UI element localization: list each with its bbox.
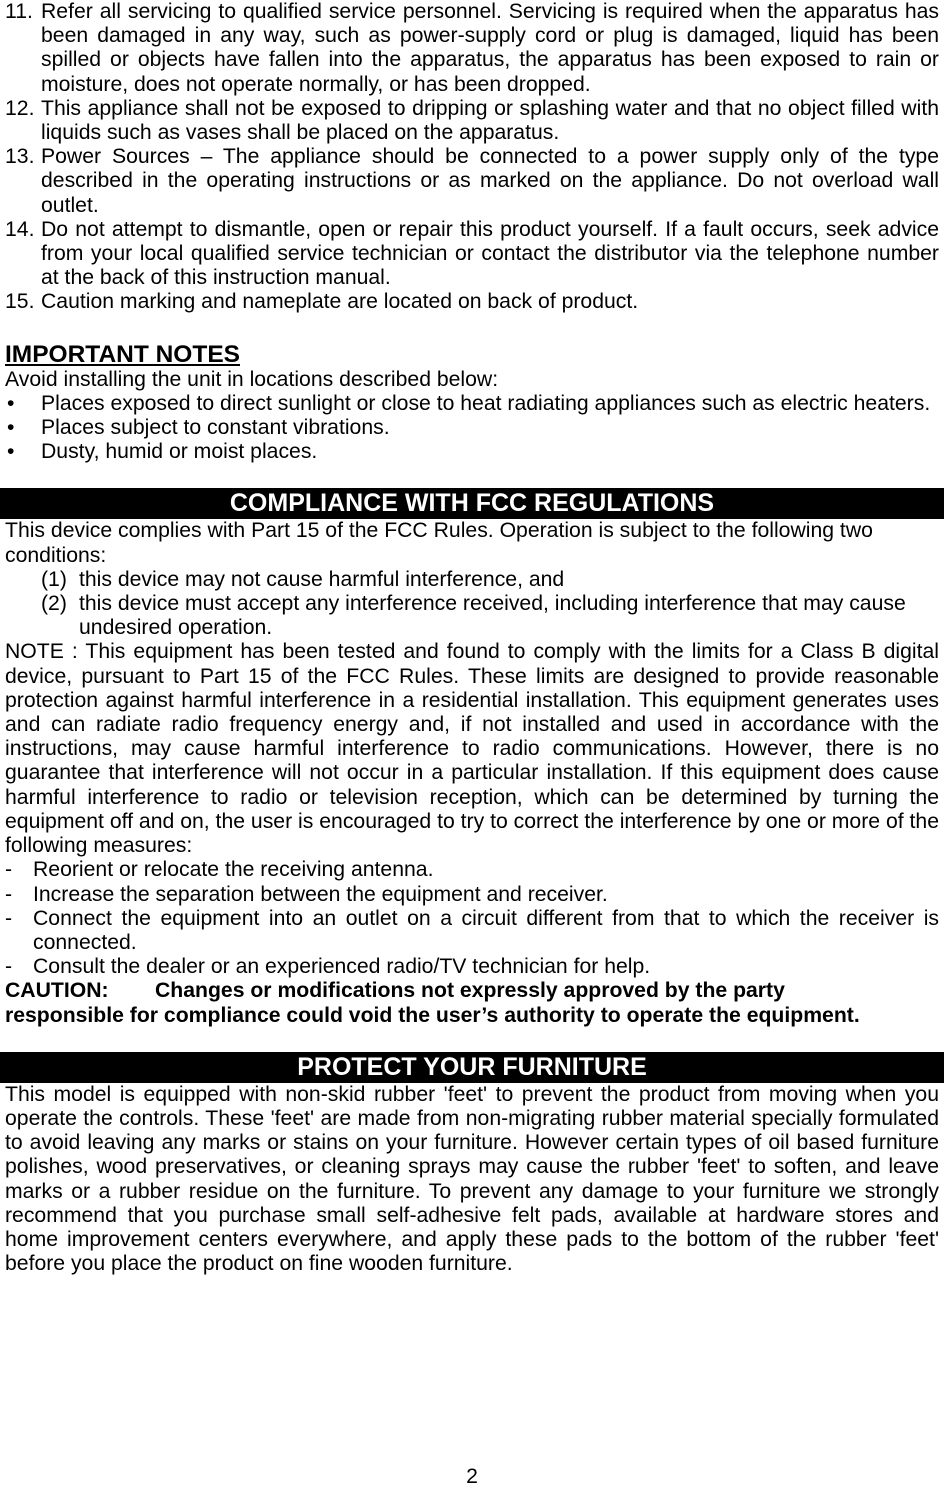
item-number: 15. <box>5 290 35 314</box>
measure-text: Increase the separation between the equipment and receiver. <box>33 882 608 906</box>
list-item <box>5 392 939 416</box>
furniture-text: This model is equipped with non-skid rubber 'feet' to prevent the product from moving when you operate the controls. These 'feet' are made from non-migrating rubber material specially formulated to avoid leaving any marks or stains on your furniture. However certain types of oil based furniture polishes, wood preservatives, or cleaning sprays may cause the rubber 'feet' to soften, and leave marks or a rubber residue on the furniture. To prevent any damage to your furniture we strongly recommend that you purchase small self-adhesive felt pads, available at hardware stores and home improvement centers everywhere, and apply these pads to the bottom of the rubber 'feet' before you place the product on fine wooden furniture. <box>5 1082 939 1276</box>
measure-text: Consult the dealer or an experienced radio/TV technician for help. <box>33 955 651 979</box>
item-text: This appliance shall not be exposed to dripping or splashing water and that no object filled with liquids such as vases shall be placed on the apparatus. <box>41 96 939 145</box>
list-item <box>5 145 939 218</box>
condition-text: this device must accept any interference received, including interference that may cause undesired operation. <box>79 592 906 640</box>
caution-first-line <box>5 979 939 1003</box>
list-item <box>5 290 939 314</box>
bullet-list <box>5 392 939 465</box>
page-number: 2 <box>466 1465 478 1488</box>
caution-label: CAUTION: <box>5 979 109 1003</box>
caution-text-start: Changes or modifications not expressly approved by the party <box>155 979 785 1003</box>
item-text: Do not attempt to dismantle, open or repair this product yourself. If a fault occurs, seek advice from your local qualified service technician or contact the distributor via the telephone number at the back of this instruction manual. <box>41 217 939 290</box>
important-notes-heading: IMPORTANT NOTES <box>5 340 241 368</box>
spacer <box>5 1028 939 1052</box>
item-number: 13. <box>5 145 35 169</box>
condition-text: this device may not cause harmful interference, and <box>79 567 565 591</box>
bullet-icon: • <box>7 440 15 464</box>
caution-block <box>5 979 939 1027</box>
dash-marker: - <box>5 955 13 979</box>
list-item <box>5 883 939 907</box>
condition-number: (1) <box>41 567 67 591</box>
item-number: 12. <box>5 96 35 120</box>
list-item <box>5 592 939 640</box>
item-number: 11. <box>5 0 33 23</box>
condition-number: (2) <box>41 592 67 616</box>
list-item <box>5 858 939 882</box>
bullet-text: Places subject to constant vibrations. <box>41 416 390 440</box>
bullet-icon: • <box>7 416 15 440</box>
bullet-text: Places exposed to direct sunlight or close to heat radiating appliances such as electric heaters. <box>41 391 931 415</box>
item-text: Power Sources – The appliance should be connected to a power supply only of the type described in the operating instructions or as marked on the appliance. Do not overload wall outlet. <box>41 145 939 217</box>
bullet-text: Dusty, humid or moist places. <box>41 440 318 464</box>
item-number: 14. <box>5 217 35 241</box>
list-item <box>5 440 939 464</box>
dash-marker: - <box>5 906 13 930</box>
fcc-intro: This device complies with Part 15 of the FCC Rules. Operation is subject to the following two conditions: <box>5 519 873 567</box>
dash-marker: - <box>5 858 13 882</box>
conditions-list <box>5 568 939 641</box>
measures-list <box>5 858 939 979</box>
manual-page <box>5 0 939 1276</box>
list-item <box>5 416 939 440</box>
numbered-list <box>5 0 939 315</box>
list-item <box>5 0 939 97</box>
item-text: Caution marking and nameplate are located on back of product. <box>41 290 639 314</box>
list-item <box>5 97 939 145</box>
furniture-section-banner: PROTECT YOUR FURNITURE <box>0 1052 944 1083</box>
fcc-note: NOTE : This equipment has been tested and found to comply with the limits for a Class B digital device, pursuant to Part 15 of the FCC Rules. These limits are designed to provide reasonable protection against harmful interference in a residential installation. This equipment generates uses and can radiate radio frequency energy and, if not installed and used in accordance with the instructions, may cause harmful interference to radio communications. However, there is no guarantee that interference will not occur in a particular installation. If this equipment does cause harmful interference to radio or television reception, which can be determined by turning the equipment off and on, the user is encouraged to try to correct the interference by one or more of the following measures: <box>5 640 939 858</box>
bullet-icon: • <box>7 391 15 415</box>
important-notes-intro: Avoid installing the unit in locations described below: <box>5 367 499 391</box>
list-item <box>5 955 939 979</box>
measure-text: Connect the equipment into an outlet on a circuit different from that to which the receiver is connected. <box>33 906 939 954</box>
list-item <box>5 218 939 291</box>
caution-text-rest: responsible for compliance could void the user’s authority to operate the equipment. <box>5 1003 860 1027</box>
spacer <box>5 464 939 488</box>
item-text: Refer all servicing to qualified service personnel. Servicing is required when the apparatus has been damaged in any way, such as power-supply cord or plug is damaged, liquid has been spilled or objects have fallen into the apparatus, the apparatus has been exposed to rain or moisture, does not operate normally, or has been dropped. <box>41 0 939 96</box>
dash-marker: - <box>5 882 13 906</box>
list-item <box>5 568 939 592</box>
measure-text: Reorient or relocate the receiving antenna. <box>33 858 434 882</box>
spacer <box>5 315 939 339</box>
list-item <box>5 907 939 955</box>
fcc-section-banner: COMPLIANCE WITH FCC REGULATIONS <box>0 488 944 519</box>
